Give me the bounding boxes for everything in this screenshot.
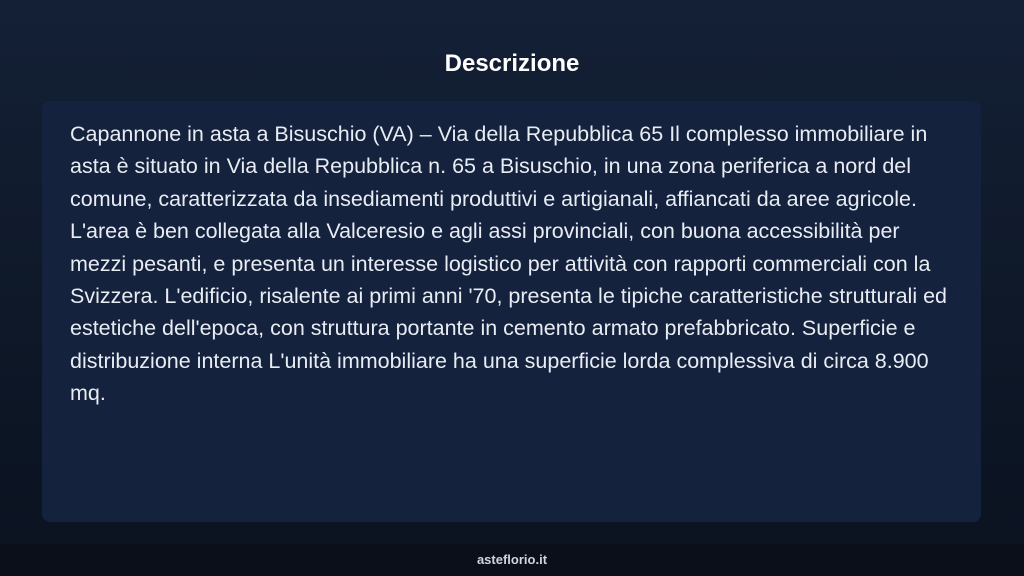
footer-bar [0, 544, 1024, 576]
site-name: asteflorio.it [476, 552, 548, 567]
description-text: Capannone in asta a Bisuschio (VA) – Via della Repubblica 65 Il complesso immobiliare in asta è situato in Via della Repubblica n. 65 a Bisuschio, in una zona periferica a nord del comune, caratterizzata da insediamenti produttivi e artigianali, affiancati da aree agricole. L'area è ben collegata alla Valceresio e agli assi provinciali, con buona accessibilità per mezzi pesanti, e presenta un interesse logistico per attività con rapporti commerciali con la Svizzera. L'edificio, risalente ai primi anni '70, presenta le tipiche caratteristiche strutturali ed estetiche dell'epoca, con struttura portante in cemento armato prefabbricato. Superficie e distribuzione interna L'unità immobiliare ha una superficie lorda complessiva di circa 8.900 mq. [70, 122, 947, 406]
description-card [42, 101, 981, 522]
page-title: Descrizione [444, 50, 580, 77]
